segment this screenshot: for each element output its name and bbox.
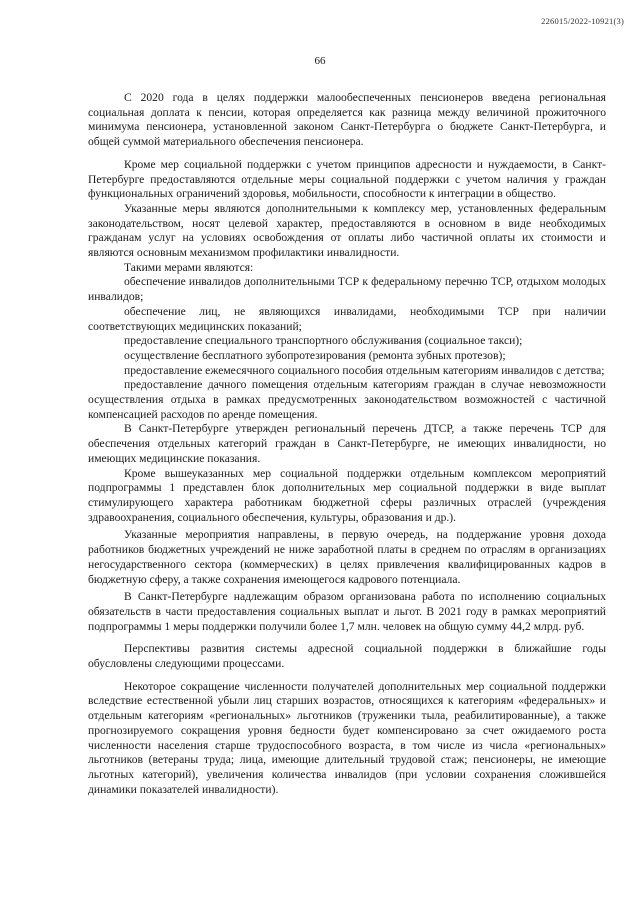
paragraph-prospects: Перспективы развития системы адресной социальной поддержки в ближайшие годы обусловлены следующими процессами. [88,642,606,671]
paragraph-recipient-reduction: Некоторое сокращение численности получателей дополнительных мер социальной поддержки вследствие естественной убыли лиц старших возрастов, относящихся к категориям «федеральных» и отдельным категориям «региональных» льготников (труженики тыла, реабилитированные), а также прогнозируемого сокращения уровня бедности будет компенсировано за счет ожидаемого роста численности населения старше трудоспособного возраста, в том числе из числа «региональных» льготников (ветераны труда; лица, имеющие длительный трудовой стаж; пенсионеры, не имеющие льготных категорий), увеличения количества инвалидов (при условии сохранения сложившейся динамики показателей инвалидности). [88,679,606,796]
paragraph-measures-intro: Такими мерами являются: [124,260,254,274]
paragraph-dtsr-list: В Санкт-Петербурге утвержден региональный перечень ДТСР, а также перечень ТСР для обеспечения отдельных категорий граждан в Санкт-Петербурге, не имеющих инвалидности, но имеющих медицинские показания. [88,422,606,465]
list-item-tsr-non-disabled: обеспечение лиц, не являющихся инвалидами, необходимыми ТСР при наличии соответствующих медицинских показаний; [88,304,606,333]
paragraph-social-support-measures: Кроме мер социальной поддержки с учетом принципов адресности и нуждаемости, в Санкт-Петербурге предоставляются отдельные меры социальной поддержки с учетом наличия у граждан функциональных ограничений здоровья, мобильности, способности к интеграции в общество. [88,157,606,201]
document-body [88,91,606,797]
list-item-social-taxi: предоставление специального транспортного обслуживания (социальное такси); [124,334,523,348]
document-id: 226015/2022-10921(3) [541,16,624,26]
list-item-dental: осуществление бесплатного зубопротезирования (ремонта зубных протезов); [124,348,506,362]
paragraph-additional-measures: Указанные меры являются дополнительными к комплексу мер, установленных федеральным законодательством, носят целевой характер, предоставляются в основном в виде необходимых гражданам услуг на условиях освобождения от оплаты либо частичной оплаты их стоимости и являются основным механизмом профилактики инвалидности. [88,201,606,260]
list-item-dacha: предоставление дачного помещения отдельным категориям граждан в случае невозможности осуществления отдыха в рамках предусмотренных законодательством возможностей с частичной компенсацией расходов по аренде помещения. [88,378,606,421]
paragraph-incentive-payments: Кроме вышеуказанных мер социальной поддержки отдельным комплексом мероприятий подпрограммы 1 представлен блок дополнительных мер социальной поддержки в виде выплат стимулирующего характера работникам бюджетной сферы различных отраслей (учреждения здравоохранения, социального обеспечения, культуры, образования и др.). [88,466,606,524]
paragraph-obligations-2021: В Санкт-Петербурге надлежащим образом организована работа по исполнению социальных обязательств в части предоставления социальных выплат и льгот. В 2021 году в рамках мероприятий подпрограммы 1 меры поддержки получили более 1,7 млн. человек на общую сумму 44,2 млрд. руб. [88,590,606,633]
page-number: 66 [314,55,326,67]
list-item-tsr-disabled: обеспечение инвалидов дополнительными ТСР к федеральному перечню ТСР, отдыхом молодых инвалидов; [88,275,606,304]
list-item-monthly-allowance: предоставление ежемесячного социального пособия отдельным категориям инвалидов с детства; [124,363,605,377]
paragraph-income-support: Указанные мероприятия направлены, в первую очередь, на поддержание уровня дохода работников бюджетных учреждений не ниже заработной платы в среднем по отраслям в организациях негосударственного сектора (коммерческих) в целях привлечения квалифицированных кадров в бюджетную сферу, а также сохранения имеющегося кадрового потенциала. [88,528,606,586]
paragraph-regional-supplement: С 2020 года в целях поддержки малообеспеченных пенсионеров введена региональная социальная доплата к пенсии, которая определяется как разница между величиной прожиточного минимума пенсионера, установленной законом Санкт-Петербурга о бюджете Санкт-Петербурга, и общей суммой материального обеспечения пенсионера. [88,91,606,149]
